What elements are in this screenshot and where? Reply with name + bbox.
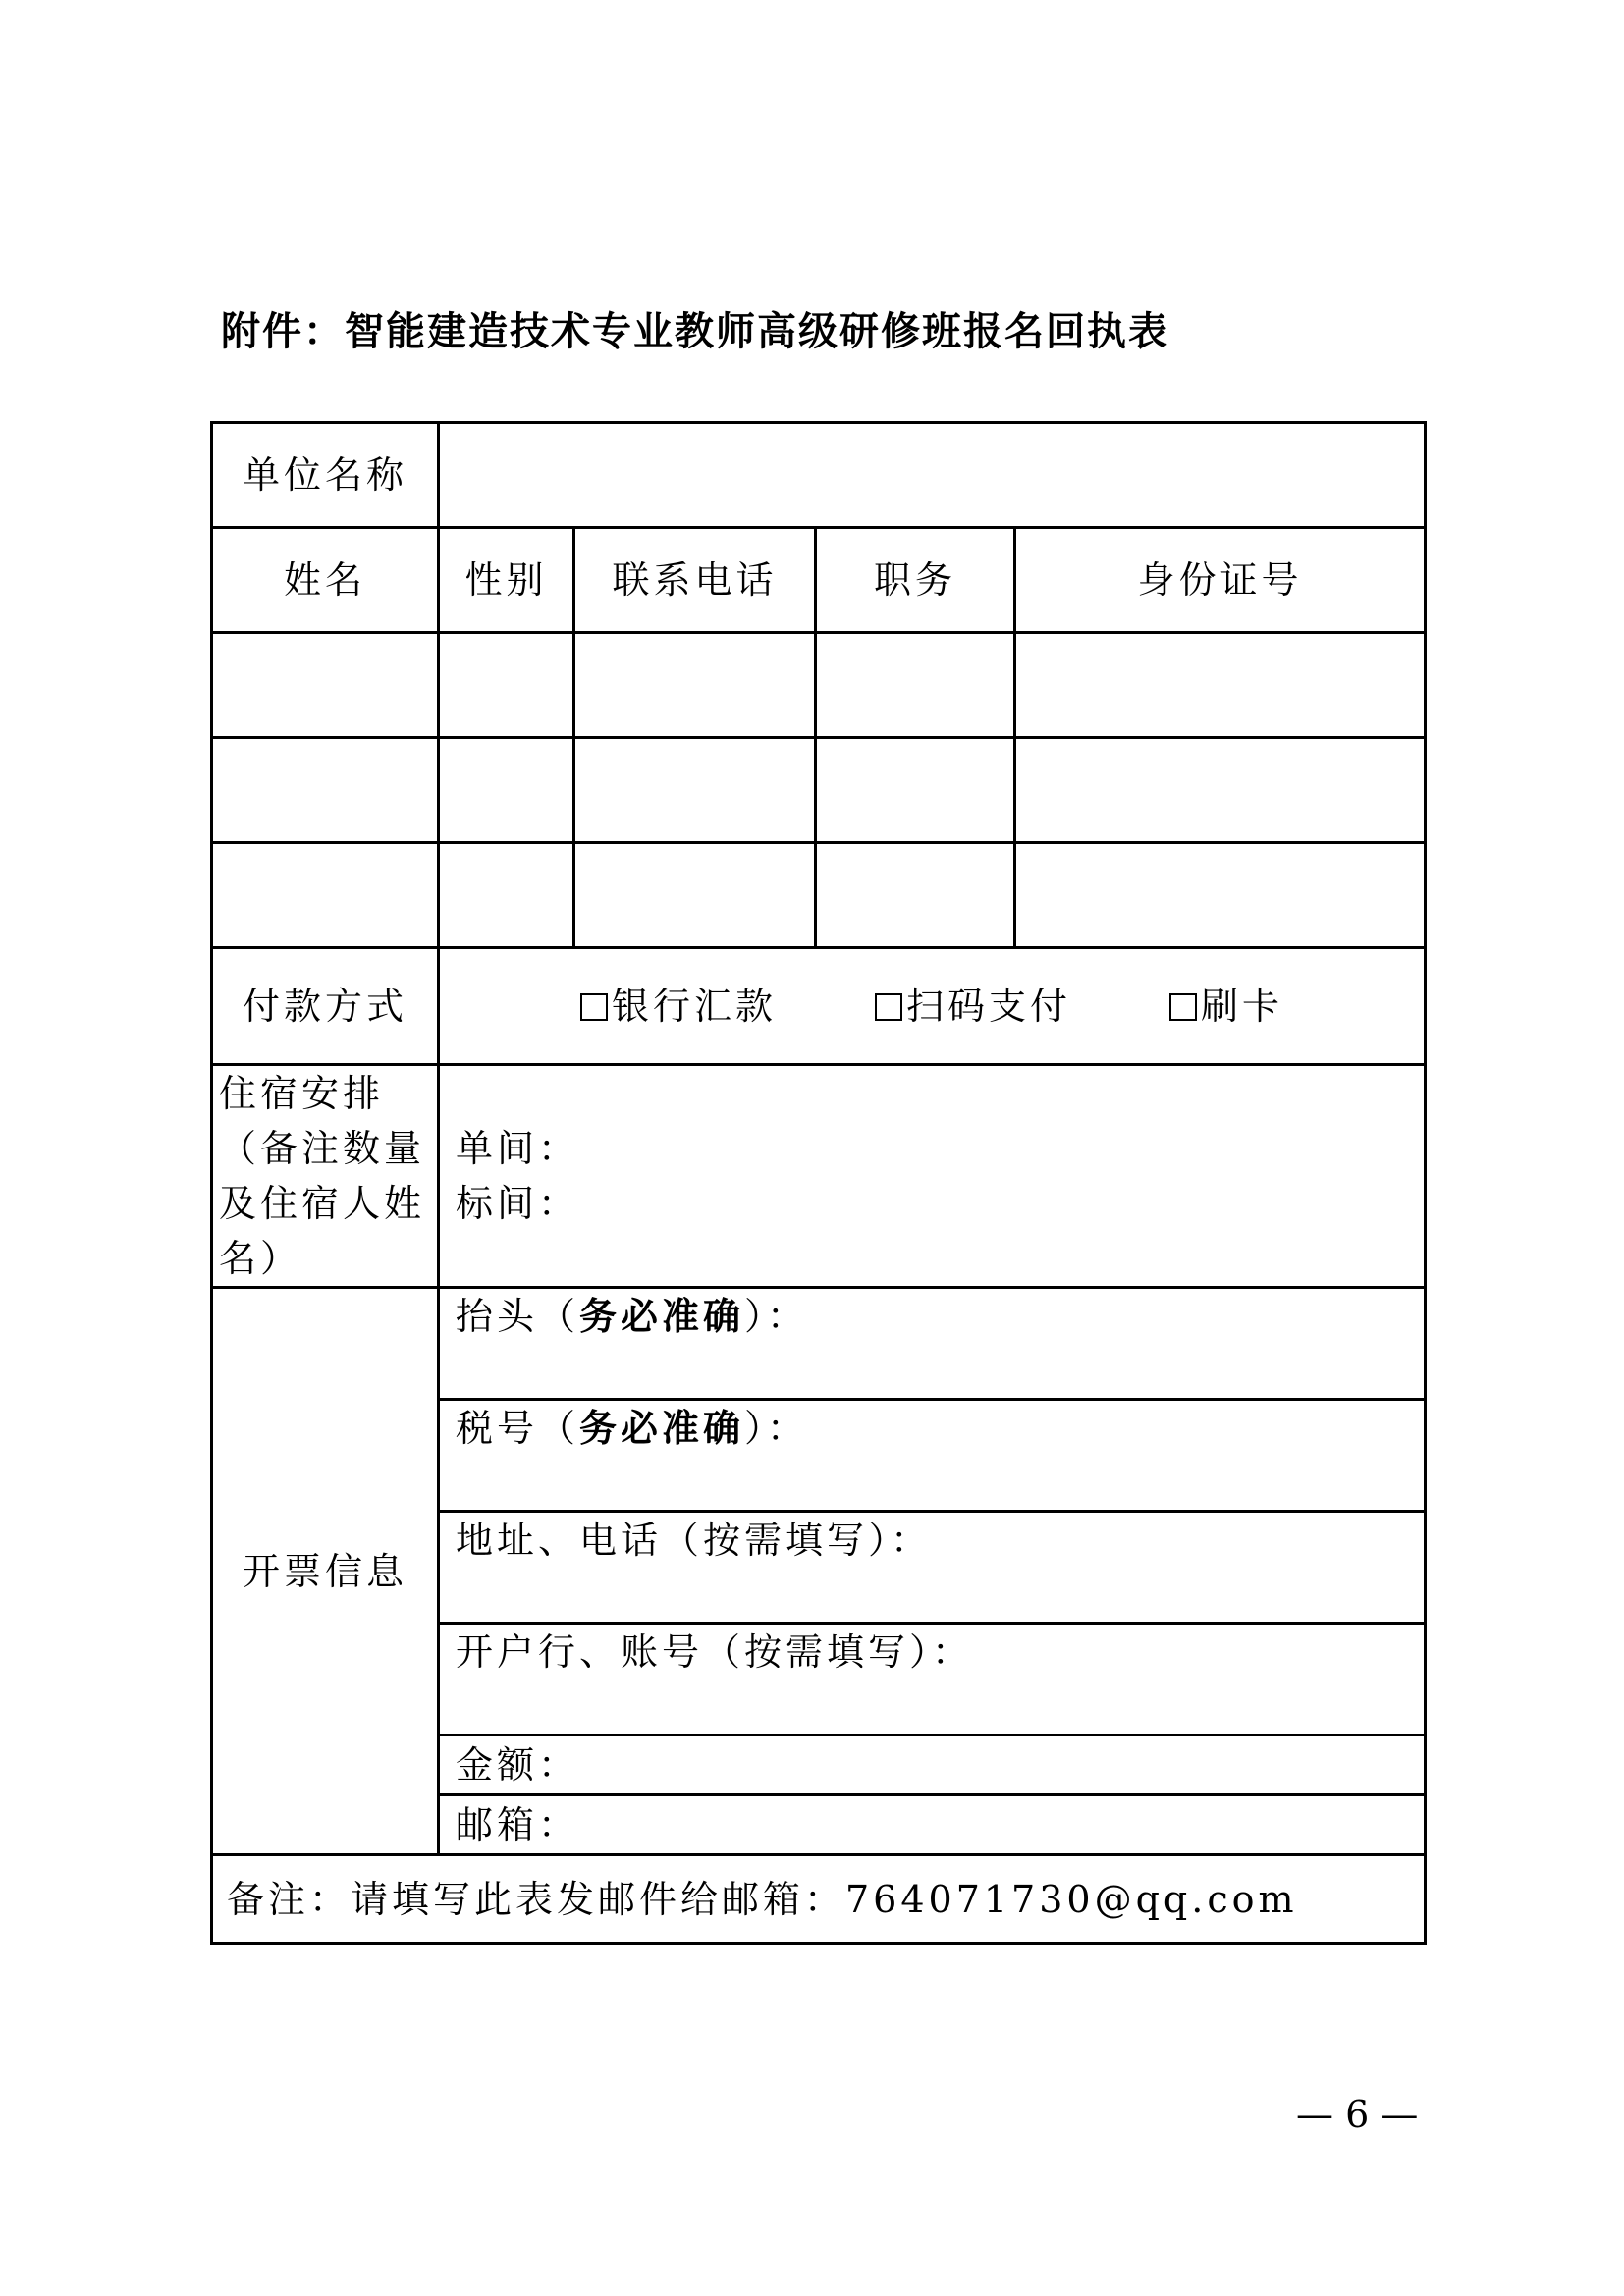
id-number-cell[interactable] — [1015, 843, 1426, 948]
name-cell[interactable] — [212, 738, 439, 843]
invoice-email-field[interactable]: 邮箱： — [439, 1795, 1426, 1855]
unit-name-row — [212, 423, 1426, 528]
checkbox-icon[interactable] — [875, 993, 902, 1021]
gender-cell[interactable] — [439, 843, 574, 948]
name-cell[interactable] — [212, 843, 439, 948]
payment-options — [439, 948, 1426, 1065]
position-cell[interactable] — [816, 738, 1015, 843]
table-row — [212, 633, 1426, 738]
invoice-header-row — [212, 1288, 1426, 1400]
lodging-row — [212, 1065, 1426, 1288]
table-row — [212, 843, 1426, 948]
checkbox-icon[interactable] — [580, 993, 608, 1021]
invoice-amount-field[interactable]: 金额： — [439, 1735, 1426, 1795]
header-row — [212, 528, 1426, 633]
table-row — [212, 738, 1426, 843]
header-id-number: 身份证号 — [1015, 528, 1426, 633]
invoice-address-field[interactable]: 地址、电话（按需填写）： — [439, 1512, 1426, 1624]
lodging-label: 住宿安排（备注数量及住宿人姓名） — [212, 1065, 439, 1288]
page-title: 附件：智能建造技术专业教师高级研修班报名回执表 — [221, 309, 1169, 354]
invoice-bank-field[interactable]: 开户行、账号（按需填写）： — [439, 1624, 1426, 1735]
unit-name-field[interactable] — [439, 423, 1426, 528]
gender-cell[interactable] — [439, 738, 574, 843]
registration-form-table — [210, 421, 1427, 1945]
invoice-header-field[interactable]: 抬头（务必准确）： — [439, 1288, 1426, 1400]
header-phone: 联系电话 — [574, 528, 816, 633]
payment-row — [212, 948, 1426, 1065]
invoice-label: 开票信息 — [212, 1288, 439, 1855]
id-number-cell[interactable] — [1015, 633, 1426, 738]
position-cell[interactable] — [816, 633, 1015, 738]
id-number-cell[interactable] — [1015, 738, 1426, 843]
phone-cell[interactable] — [574, 843, 816, 948]
checkbox-icon[interactable] — [1169, 993, 1197, 1021]
position-cell[interactable] — [816, 843, 1015, 948]
phone-cell[interactable] — [574, 738, 816, 843]
note-row — [212, 1855, 1426, 1944]
name-cell[interactable] — [212, 633, 439, 738]
unit-name-label: 单位名称 — [212, 423, 439, 528]
lodging-field[interactable] — [439, 1065, 1426, 1288]
lodging-standard-room: 标间： — [456, 1182, 580, 1225]
header-name: 姓名 — [212, 528, 439, 633]
note-text: 备注：请填写此表发邮件给邮箱：764071730@qq.com — [212, 1855, 1426, 1944]
lodging-single-room: 单间： — [456, 1127, 580, 1170]
invoice-tax-field[interactable]: 税号（务必准确）： — [439, 1400, 1426, 1512]
payment-option-card[interactable]: 刷卡 — [1169, 979, 1283, 1034]
header-gender: 性别 — [439, 528, 574, 633]
phone-cell[interactable] — [574, 633, 816, 738]
payment-option-scan-pay[interactable]: 扫码支付 — [875, 979, 1071, 1034]
payment-label: 付款方式 — [212, 948, 439, 1065]
payment-option-bank-transfer[interactable]: 银行汇款 — [580, 979, 777, 1034]
header-position: 职务 — [816, 528, 1015, 633]
page-number: — 6 — — [1296, 2093, 1419, 2136]
gender-cell[interactable] — [439, 633, 574, 738]
